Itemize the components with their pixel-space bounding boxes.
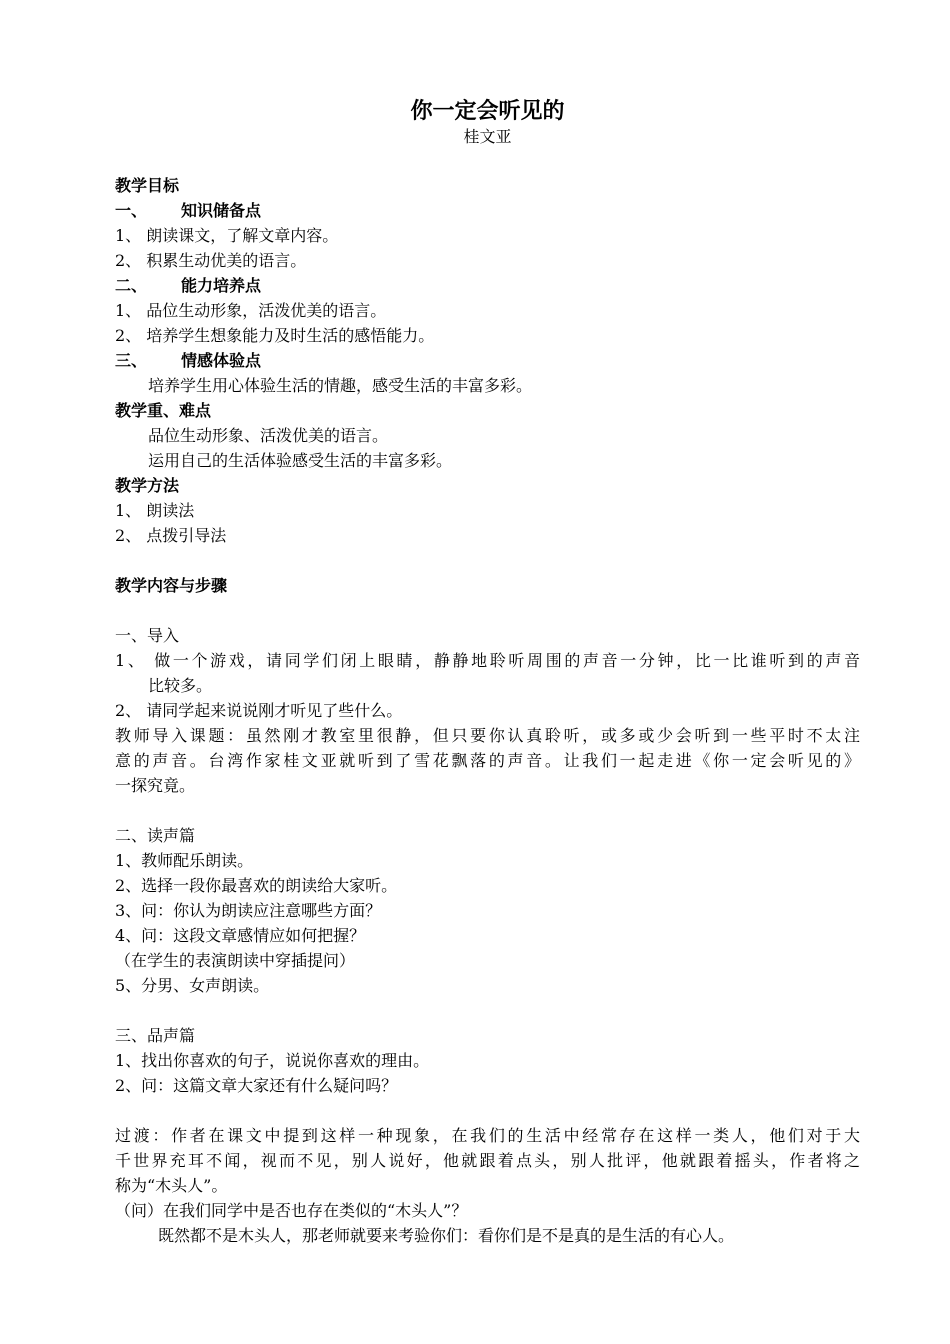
list-item: 1、找出你喜欢的句子，说说你喜欢的理由。 bbox=[115, 1051, 430, 1070]
list-item: 1、 朗读课文，了解文章内容。 bbox=[115, 226, 339, 245]
part-title: 二、读声篇 bbox=[115, 826, 196, 845]
section-label: 知识储备点 bbox=[181, 201, 262, 220]
methods-heading: 教学方法 bbox=[115, 476, 180, 495]
list-item: 2、 培养学生想象能力及时生活的感悟能力。 bbox=[115, 326, 435, 345]
paragraph: 既然都不是木头人，那老师就要来考验你们：看你们是不是真的是生活的有心人。 bbox=[158, 1226, 735, 1245]
part-title: 三、品声篇 bbox=[115, 1026, 196, 1045]
paragraph: 教师导入课题：虽然刚才教室里很静，但只要你认真聆听，或多或少会听到一些平时不太注 bbox=[115, 726, 860, 745]
paragraph: 培养学生用心体验生活的情趣，感受生活的丰富多彩。 bbox=[148, 376, 533, 395]
list-item: 2、 点拨引导法 bbox=[115, 526, 227, 545]
content-heading: 教学内容与步骤 bbox=[115, 576, 228, 595]
list-item: 1、 朗读法 bbox=[115, 501, 195, 520]
goals-heading: 教学目标 bbox=[115, 176, 180, 195]
list-item: 2、 请同学起来说说刚才听见了些什么。 bbox=[115, 701, 403, 720]
key-points-heading: 教学重、难点 bbox=[115, 401, 212, 420]
list-item: 1、教师配乐朗读。 bbox=[115, 851, 254, 870]
section-label: 情感体验点 bbox=[181, 351, 262, 370]
list-item: （在学生的表演朗读中穿插提问） bbox=[115, 951, 356, 970]
goals-section-1 bbox=[115, 199, 261, 223]
part-title: 一、导入 bbox=[115, 626, 180, 645]
paragraph: 过渡：作者在课文中提到这样一种现象，在我们的生活中经常存在这样一类人，他们对于大 bbox=[115, 1126, 860, 1145]
paragraph: 称为“木头人”。 bbox=[115, 1176, 228, 1195]
document-title: 你一定会听见的 bbox=[410, 98, 565, 124]
section-number: 一、 bbox=[115, 201, 148, 220]
paragraph: 比较多。 bbox=[148, 676, 213, 695]
list-item: 2、问：这篇文章大家还有什么疑问吗？ bbox=[115, 1076, 398, 1095]
list-item: 2、选择一段你最喜欢的朗读给大家听。 bbox=[115, 876, 398, 895]
paragraph: （问）在我们同学中是否也存在类似的“木头人”？ bbox=[115, 1201, 468, 1220]
paragraph: 一探究竟。 bbox=[115, 776, 196, 795]
list-item: 3、问：你认为朗读应注意哪些方面？ bbox=[115, 901, 382, 920]
section-label: 能力培养点 bbox=[181, 276, 262, 295]
section-number: 三、 bbox=[115, 351, 148, 370]
list-item: 2、 积累生动优美的语言。 bbox=[115, 251, 307, 270]
paragraph: 千世界充耳不闻，视而不见，别人说好，他就跟着点头，别人批评，他就跟着摇头，作者将之 bbox=[115, 1151, 860, 1170]
list-item: 1、 品位生动形象，活泼优美的语言。 bbox=[115, 301, 387, 320]
list-item: 运用自己的生活体验感受生活的丰富多彩。 bbox=[148, 451, 453, 470]
goals-section-2 bbox=[115, 274, 261, 298]
goals-section-3 bbox=[115, 349, 261, 373]
section-number: 二、 bbox=[115, 276, 148, 295]
list-item: 5、分男、女声朗读。 bbox=[115, 976, 270, 995]
paragraph: 意的声音。台湾作家桂文亚就听到了雪花飘落的声音。让我们一起走进《你一定会听见的》 bbox=[115, 751, 860, 770]
document-author: 桂文亚 bbox=[463, 127, 512, 146]
list-item: 品位生动形象、活泼优美的语言。 bbox=[148, 426, 389, 445]
list-item: 4、问：这段文章感情应如何把握？ bbox=[115, 926, 366, 945]
paragraph: 1、 做一个游戏，请同学们闭上眼睛，静静地聆听周围的声音一分钟，比一比谁听到的声音 bbox=[115, 651, 860, 670]
